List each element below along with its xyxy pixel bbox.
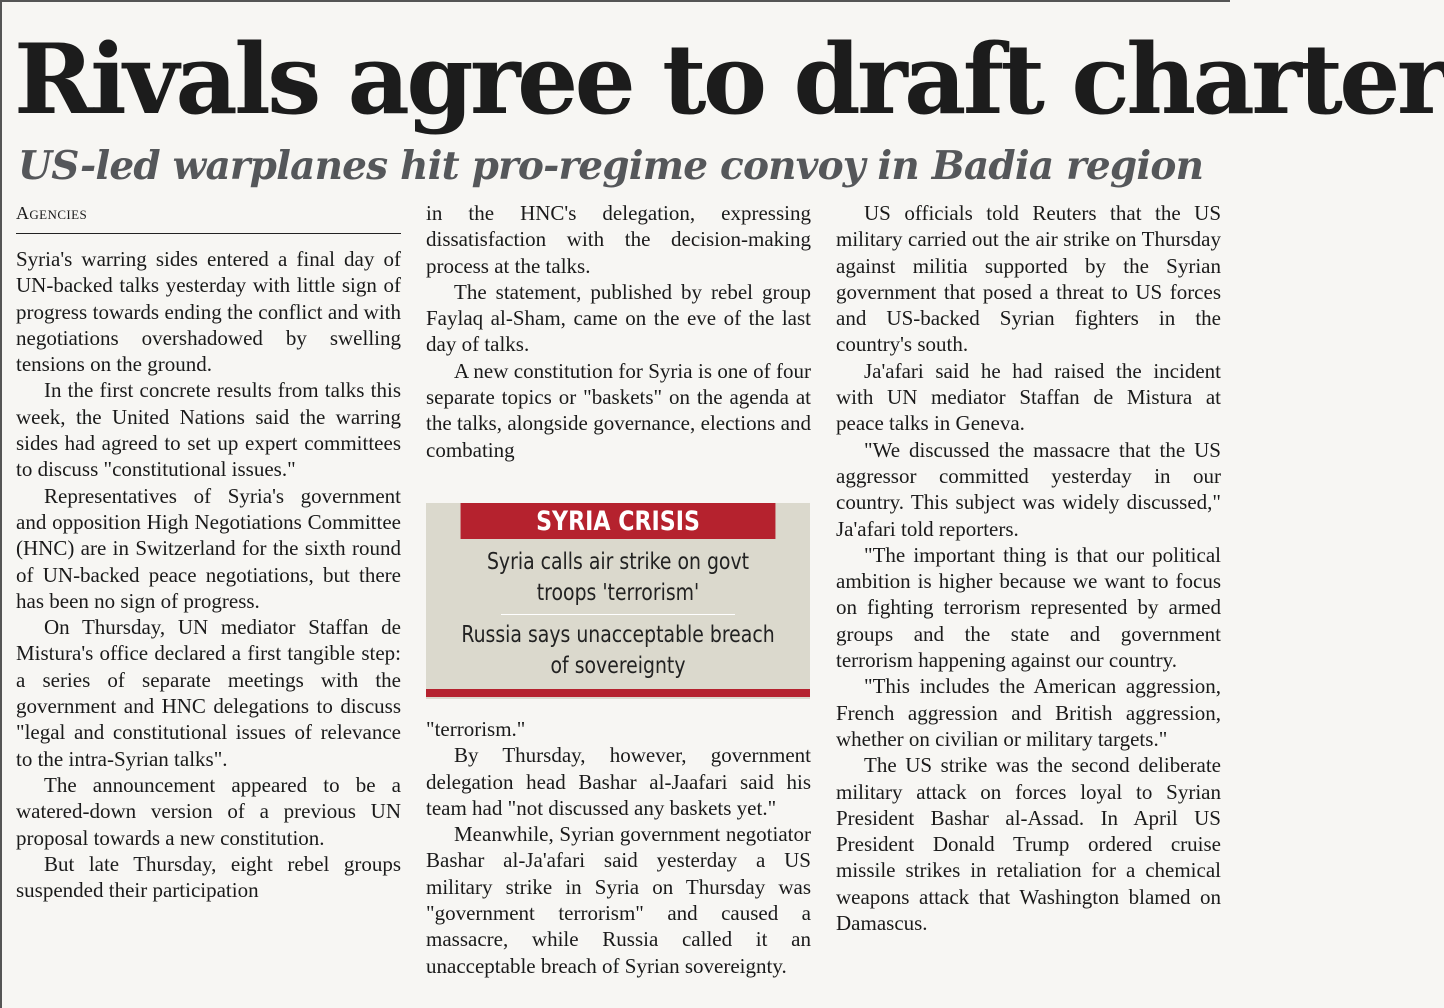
article-paragraph: Ja'afari said he had raised the incident with UN mediator Staffan de Mistura at peace talks in Geneva.	[836, 358, 1221, 436]
article-column-3	[836, 200, 1221, 936]
infobox-divider	[501, 614, 735, 615]
article-column-1	[16, 246, 401, 903]
article-paragraph: The announcement appeared to be a watered-down version of a previous UN proposal towards a new constitution.	[16, 772, 401, 850]
article-paragraph: In the first concrete results from talks this week, the United Nations said the warring sides had agreed to set up expert committees to discuss "constitutional issues."	[16, 378, 401, 482]
left-border-rule	[0, 0, 2, 1008]
article-paragraph: "terrorism."	[426, 717, 526, 741]
article-paragraph: "This includes the American aggression, French aggression and British aggression, whether on civilian or military targets."	[836, 674, 1221, 751]
article-paragraph: "The important thing is that our political ambition is higher because we want to focus on fighting terrorism represented by armed groups and the state and government terrorism happening against our country.	[836, 542, 1221, 673]
top-border-rule	[0, 0, 1230, 2]
article-paragraph: On Thursday, UN mediator Staffan de Mistura's office declared a first tangible step: a series of separate meetings with the government and HNC delegations to discuss "legal and constitutional issues of relevance to the intra-Syrian talks".	[16, 615, 401, 771]
subheadline: US-led warplanes hit pro-regime convoy in Badia region	[18, 143, 1204, 189]
article-paragraph: in the HNC's delegation, expressing dissatisfaction with the decision-making process at the talks.	[426, 201, 811, 278]
article-column-2-top	[426, 200, 811, 463]
article-paragraph: Representatives of Syria's government and opposition High Negotiations Committee (HNC) are in Switzerland for the sixth round of UN-backed peace negotiations, but there has been no sign of progress.	[16, 483, 401, 613]
syria-crisis-infobox	[426, 503, 810, 699]
article-column-2-bottom	[426, 716, 811, 979]
infobox-item-russia: Russia says unacceptable breach of sovereignty	[461, 622, 775, 679]
infobox-footer-bar	[426, 689, 810, 697]
article-paragraph: Syria's warring sides entered a final day of UN-backed talks yesterday with little sign of progress towards ending the conflict and with negotiations overshadowed by swelling tensions on the ground.	[16, 247, 401, 377]
article-paragraph: By Thursday, however, government delegation head Bashar al-Jaafari said his team had "not discussed any baskets yet."	[426, 743, 811, 820]
infobox-title: SYRIA CRISIS	[461, 503, 776, 539]
article-paragraph: The statement, published by rebel group Faylaq al-Sham, came on the eve of the last day of talks.	[426, 279, 811, 357]
article-paragraph: But late Thursday, eight rebel groups suspended their participation	[16, 851, 401, 903]
article-paragraph: US officials told Reuters that the US military carried out the air strike on Thursday against militia supported by the Syrian government that posed a threat to US forces and US-backed Syrian fighters in the country's south.	[836, 201, 1221, 357]
article-paragraph: The US strike was the second deliberate military attack on forces loyal to Syrian President Bashar al-Assad. In April US President Donald Trump ordered cruise missile strikes in retaliation for a chemical weapons attack that Washington blamed on Damascus.	[836, 753, 1221, 936]
infobox-item-air-strike: Syria calls air strike on govt troops 'terrorism'	[486, 549, 750, 606]
article-paragraph: "We discussed the massacre that the US aggressor committed yesterday in our country. This subject was widely discussed," Ja'afari told reporters.	[836, 437, 1221, 541]
headline: Rivals agree to draft charter	[14, 23, 1444, 136]
article-paragraph: Meanwhile, Syrian government negotiator Bashar al-Ja'afari said yesterday a US military strike in Syria on Thursday was "government terrorism" and caused a massacre, while Russia called it an unacceptable breach of Syrian sovereignty.	[426, 822, 811, 978]
article-paragraph: A new constitution for Syria is one of four separate topics or "baskets" on the agenda at the talks, alongside governance, elections and combating	[426, 358, 811, 462]
byline: Agencies	[16, 203, 401, 234]
